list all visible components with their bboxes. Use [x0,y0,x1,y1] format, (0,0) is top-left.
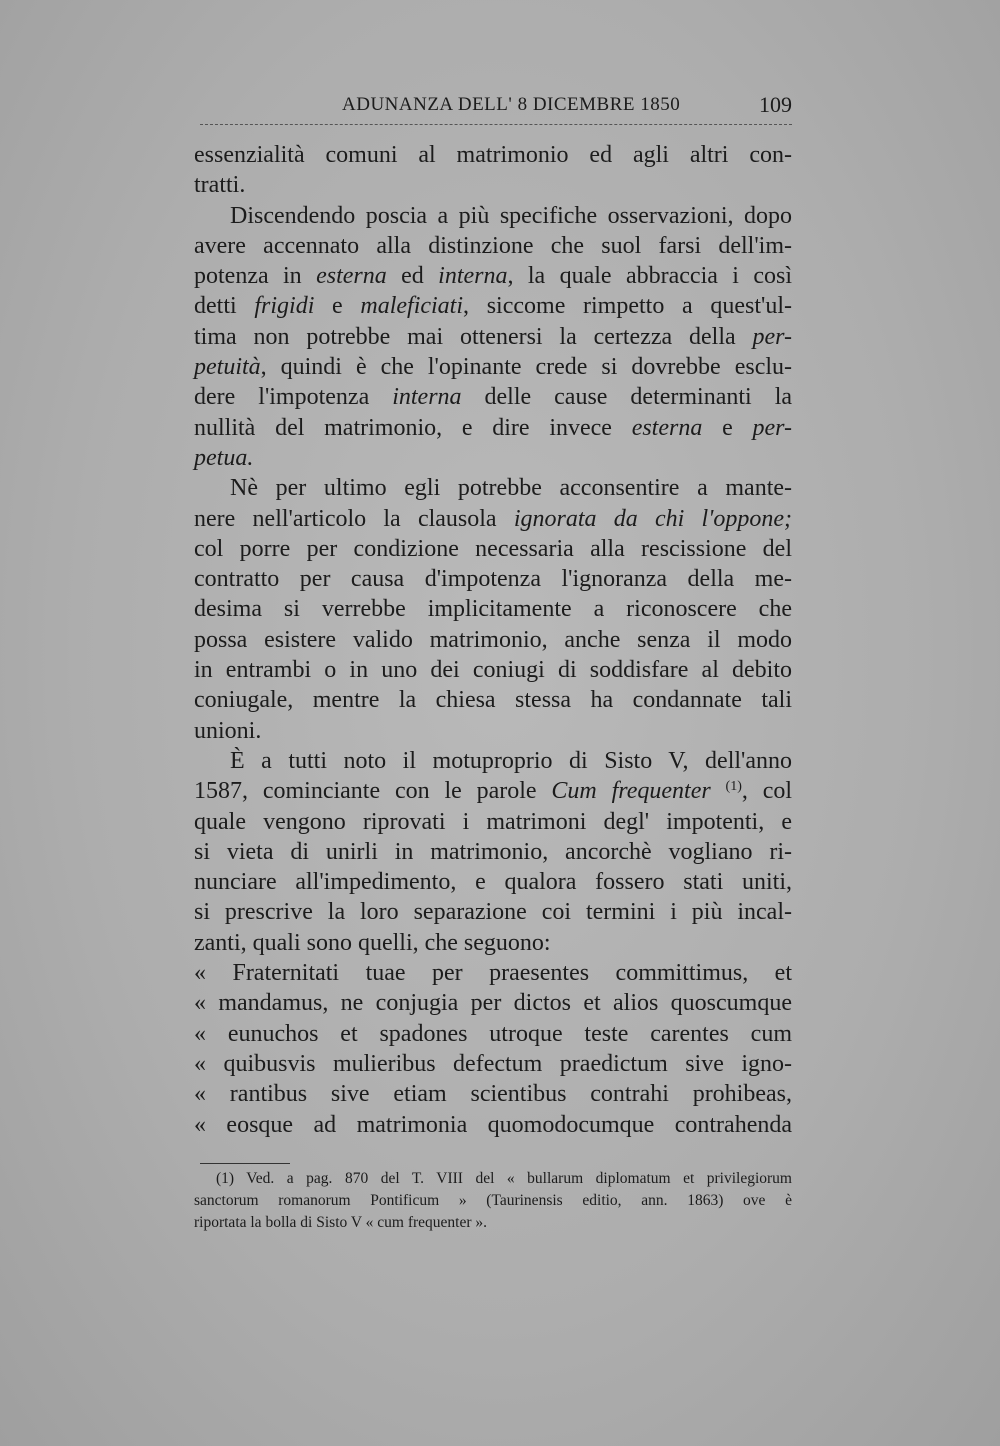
text-run: , quindi è che l'opinante crede si dovrebbe esclu- [260,354,792,381]
text-line [194,291,792,321]
text-line [194,413,792,443]
text-line: avere accennato alla distinzione che suol farsi dell'im- [194,232,792,259]
italic-text: frigidi [254,293,315,320]
text-run: dere l'impotenza [194,384,393,411]
text-run: ed [386,263,439,290]
text-run: detti [194,293,255,320]
footnotes [194,1168,792,1234]
body-text [194,140,792,1140]
text-line: « eunuchos et spadones utroque teste carentes cum [194,1020,792,1047]
text-line: si vieta di unirli in matrimonio, ancorchè vogliano ri- [194,838,792,865]
text-line: È a tutti noto il motuproprio di Sisto V, dell'anno [230,747,792,774]
text-line: Nè per ultimo egli potrebbe acconsentire a mante- [230,475,792,502]
text-run: tima non potrebbe mai ottenersi la certezza della [194,323,753,350]
text-run: e [702,414,753,441]
text-line: « quibusvis mulieribus defectum praedictum sive igno- [194,1050,792,1077]
text-line: Discendendo poscia a più specifiche osservazioni, dopo [230,202,792,229]
footnote-line: (1) Ved. a pag. 870 del T. VIII del « bullarum diplomatum et privilegiorum [216,1170,792,1187]
italic-text: Cum frequenter [551,778,711,805]
text-run: potenza in [194,263,317,290]
text-line: zanti, quali sono quelli, che seguono: [194,929,551,956]
text-line [194,776,792,806]
text-run [711,778,726,804]
header-rule [200,124,792,125]
page-header [200,92,792,122]
text-line [194,352,792,382]
text-line [194,504,792,534]
text-line [194,322,792,352]
text-run: 1587, cominciante con le parole [194,778,552,805]
running-head: ADUNANZA DELL' 8 DICEMBRE 1850 [342,94,681,115]
text-line: nunciare all'impedimento, e qualora fossero stati uniti, [194,869,792,896]
text-line: « eosque ad matrimonia quomodocumque contrahenda [194,1111,792,1138]
text-line: tratti. [194,172,246,199]
text-line: quale vengono riprovati i matrimoni degl' impotenti, e [194,808,792,835]
text-run: e [314,293,361,320]
text-line [194,443,792,473]
text-line: « mandamus, ne conjugia per dictos et alios quoscumque [194,990,792,1017]
text-line: col porre per condizione necessaria alla rescissione del [194,535,792,562]
italic-text: per- [752,323,792,350]
text-line: coniugale, mentre la chiesa stessa ha condannate tali [194,687,792,714]
text-run: nullità del matrimonio, e dire invece [194,414,632,441]
text-line: essenzialità comuni al matrimonio ed agli altri con- [194,142,792,168]
italic-text: per- [752,414,792,441]
text-line: possa esistere valido matrimonio, anche senza il modo [194,626,792,653]
footnote-ref: (1) [725,779,742,795]
text-line: unioni. [194,717,262,744]
text-line: « Fraternitati tuae per praesentes committimus, et [194,960,792,987]
text-line: desima si verrebbe implicitamente a riconoscere che [194,596,792,623]
footnote-line: riportata la bolla di Sisto V « cum frequenter ». [194,1214,488,1231]
italic-text: esterna [631,414,703,441]
footnote-rule [200,1163,290,1164]
text-run: , siccome rimpetto a quest'ul- [463,293,793,320]
text-line: si prescrive la loro separazione coi termini i più incal- [194,899,792,926]
footnote-line: sanctorum romanorum Pontificum » (Taurinensis editio, ann. 1863) ove è [194,1192,792,1209]
text-line [194,261,792,291]
italic-text: interna [392,384,462,411]
text-line: « rantibus sive etiam scientibus contrahi prohibeas, [194,1081,792,1108]
text-line: in entrambi o in uno dei coniugi di soddisfare al debito [194,657,792,684]
text-run: delle cause determinanti la [461,384,793,411]
italic-text: petua. [194,444,254,471]
italic-text: interna [438,263,508,290]
text-line: contratto per causa d'impotenza l'ignoranza della me- [194,566,792,593]
italic-text: petuità [194,354,261,381]
text-line [194,382,792,412]
text-run: , la quale abbraccia i così [507,263,792,290]
italic-text: esterna [316,263,387,290]
page-number: 109 [759,92,792,117]
text-run: , col [741,778,793,805]
italic-text: maleficiati [360,293,464,320]
text-run: nere nell'articolo la clausola [194,505,514,532]
italic-text: ignorata da chi l'oppone; [513,505,792,532]
